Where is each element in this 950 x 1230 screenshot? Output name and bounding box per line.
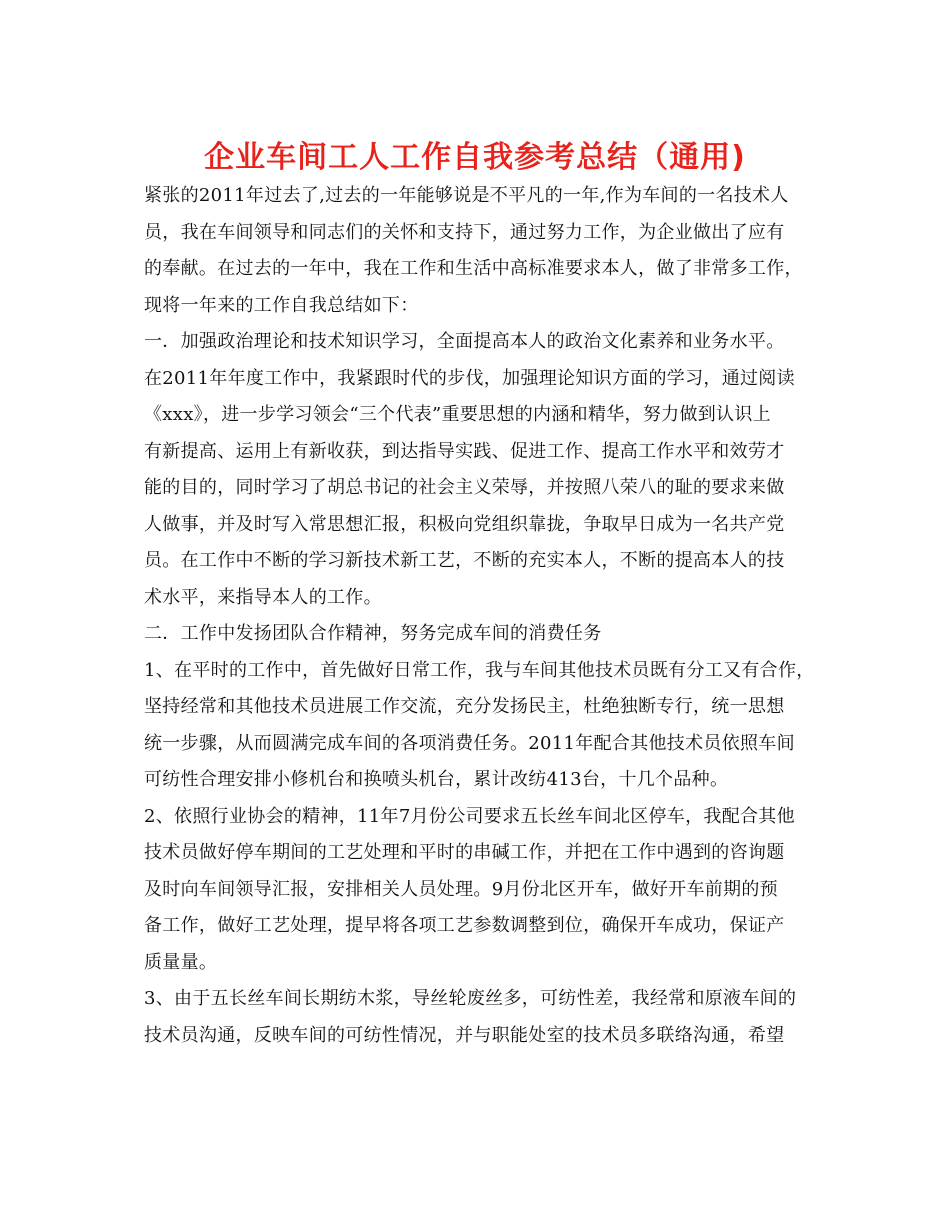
text-line: 有新提高、运用上有新收获，到达指导实践、促进工作、提高工作水平和效劳才	[144, 440, 785, 462]
text-line: 能的目的，同时学习了胡总书记的社会主义荣辱，并按照八荣八的耻的要求来做	[144, 477, 785, 498]
text-line: 现将一年来的工作自我总结如下：	[144, 294, 419, 316]
text-line: 技术员做好停车期间的工艺处理和平时的串碱工作，并把在工作中遇到的咨询题	[144, 842, 785, 863]
text-line: 人做事，并及时写入常思想汇报，积极向党组织靠拢，争取早日成为一名共产党	[144, 513, 785, 535]
text-line: 2、依照行业协会的精神，11年7月份公司要求五长丝车间北区停车，我配合其他	[144, 805, 795, 827]
text-line: 坚持经常和其他技术员进展工作交流，充分发扬民主，杜绝独断专行，统一思想	[144, 696, 785, 717]
text-line: 3、由于五长丝车间长期纺木浆，导丝轮废丝多，可纺性差，我经常和原液车间的	[144, 988, 797, 1009]
text-line: 质量量。	[144, 951, 218, 973]
text-line: 技术员沟通，反映车间的可纺性情况，并与职能处室的技术员多联络沟通，希望	[144, 1024, 785, 1046]
text-line: 统一步骤，从而圆满完成车间的各项消费任务。2011年配合其他技术员依照车间	[144, 732, 795, 754]
text-line: 紧张的2011年过去了,过去的一年能够说是不平凡的一年,作为车间的一名技术人	[144, 185, 789, 206]
text-line: 1、在平时的工作中，首先做好日常工作，我与车间其他技术员既有分工又有合作，	[144, 659, 815, 681]
text-line: 及时向车间领导汇报，安排相关人员处理。9月份北区开车，做好开车前期的预	[144, 878, 778, 900]
section-heading-1: 一．加强政治理论和技术知识学习，全面提高本人的政治文化素养和业务水平。	[144, 331, 785, 352]
text-line: 的奉献。在过去的一年中，我在工作和生活中高标准要求本人，做了非常多工作，	[144, 258, 803, 279]
text-line: 备工作，做好工艺处理，提早将各项工艺参数调整到位，确保开车成功，保证产	[144, 915, 785, 936]
document-title: 企业车间工人工作自我参考总结（通用)	[204, 140, 746, 175]
text-line: 员。在工作中不断的学习新技术新工艺，不断的充实本人，不断的提高本人的技	[144, 550, 785, 571]
text-line: 术水平，来指导本人的工作。	[144, 586, 382, 608]
text-line: 员，我在车间领导和同志们的关怀和支持下，通过努力工作，为企业做出了应有	[144, 221, 785, 243]
text-line: 可纺性合理安排小修机台和换喷头机台，累计改纺413台，十几个品种。	[144, 769, 729, 790]
text-line: 在2011年年度工作中，我紧跟时代的步伐，加强理论知识方面的学习，通过阅读	[144, 367, 795, 389]
document-body	[144, 178, 824, 1054]
text-line: 《xxx》，进一步学习领会“三个代表”重要思想的内涵和精华，努力做到认识上	[144, 404, 771, 425]
section-heading-2: 二．工作中发扬团队合作精神，努务完成车间的消费任务	[144, 623, 602, 644]
